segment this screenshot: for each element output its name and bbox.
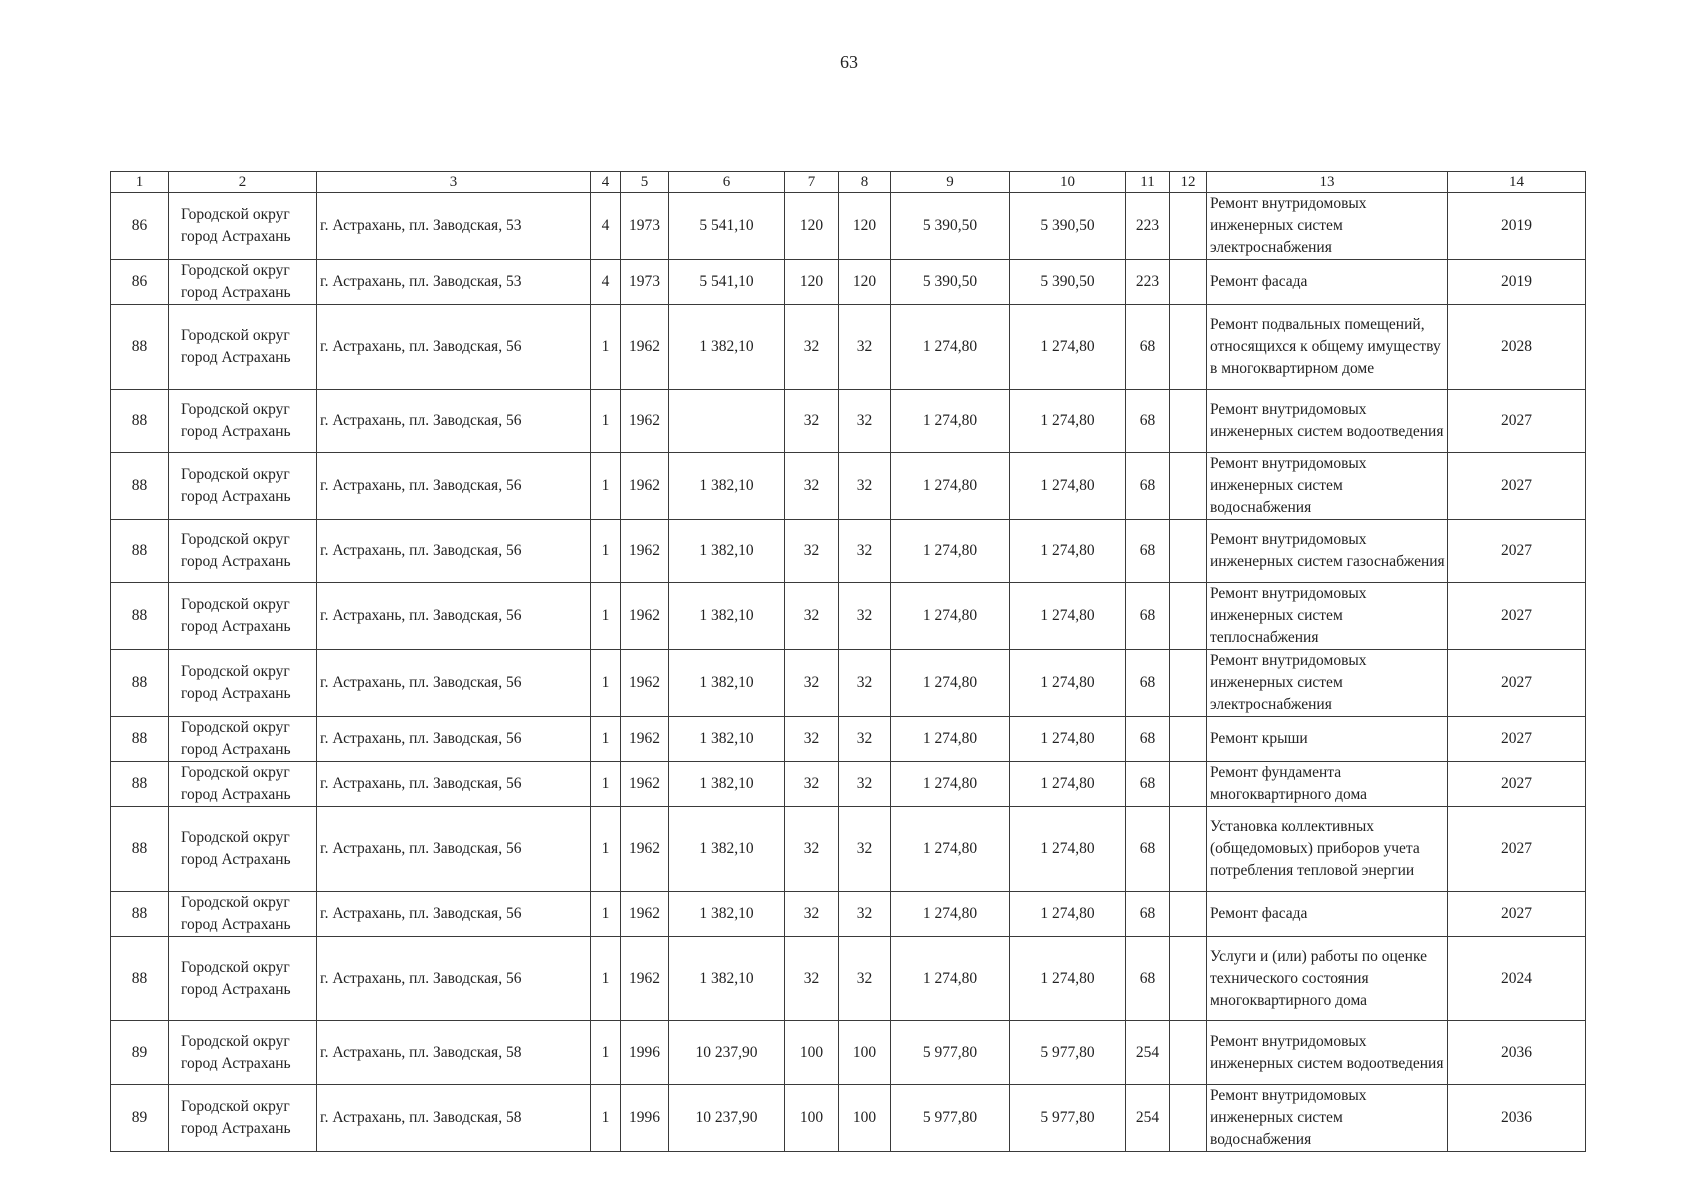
cell-apartments-count: 120	[785, 193, 839, 260]
table-row	[111, 305, 1586, 390]
cell-planned-year: 2027	[1448, 807, 1586, 892]
table-row	[111, 892, 1586, 937]
table-row	[111, 1021, 1586, 1085]
cell-municipality: Городской округ город Астрахань	[169, 937, 317, 1021]
cell-address: г. Астрахань, пл. Заводская, 56	[317, 583, 591, 650]
cell-col-12-value	[1170, 762, 1207, 807]
cell-address: г. Астрахань, пл. Заводская, 56	[317, 650, 591, 717]
table-row	[111, 762, 1586, 807]
table-row	[111, 807, 1586, 892]
cell-total-area: 5 541,10	[669, 260, 785, 305]
cell-municipality: Городской округ город Астрахань	[169, 1021, 317, 1085]
cell-floors: 1	[591, 390, 621, 453]
cell-living-area-owned: 5 977,80	[1010, 1021, 1126, 1085]
table-row	[111, 193, 1586, 260]
cell-residents-count: 32	[839, 807, 891, 892]
cell-floors: 1	[591, 650, 621, 717]
cell-living-area-owned: 1 274,80	[1010, 650, 1126, 717]
cell-floors: 1	[591, 583, 621, 650]
cell-owners-count: 254	[1126, 1085, 1170, 1152]
cell-apartments-count: 32	[785, 305, 839, 390]
cell-col-12-value	[1170, 1021, 1207, 1085]
cell-residents-count: 32	[839, 937, 891, 1021]
cell-planned-year: 2027	[1448, 583, 1586, 650]
table-row	[111, 583, 1586, 650]
cell-owners-count: 68	[1126, 807, 1170, 892]
cell-municipality: Городской округ город Астрахань	[169, 453, 317, 520]
cell-year-built: 1962	[621, 305, 669, 390]
cell-apartments-count: 32	[785, 453, 839, 520]
cell-work-type: Ремонт внутридомовых инженерных систем водоснабжения	[1207, 1085, 1448, 1152]
cell-apartments-count: 100	[785, 1021, 839, 1085]
cell-owners-count: 68	[1126, 937, 1170, 1021]
cell-address: г. Астрахань, пл. Заводская, 56	[317, 390, 591, 453]
cell-address: г. Астрахань, пл. Заводская, 56	[317, 892, 591, 937]
cell-year-built: 1962	[621, 650, 669, 717]
cell-total-area: 1 382,10	[669, 892, 785, 937]
cell-apartments-count: 32	[785, 937, 839, 1021]
cell-apartments-count: 120	[785, 260, 839, 305]
cell-municipality: Городской округ город Астрахань	[169, 807, 317, 892]
cell-year-built: 1962	[621, 892, 669, 937]
table-row	[111, 1085, 1586, 1152]
cell-total-area: 1 382,10	[669, 453, 785, 520]
col-header-7: 7	[785, 172, 839, 193]
cell-owners-count: 254	[1126, 1021, 1170, 1085]
cell-residents-count: 32	[839, 717, 891, 762]
cell-col-12-value	[1170, 1085, 1207, 1152]
cell-floors: 1	[591, 762, 621, 807]
cell-apartments-count: 32	[785, 892, 839, 937]
cell-floors: 1	[591, 1085, 621, 1152]
cell-planned-year: 2027	[1448, 717, 1586, 762]
cell-apartments-count: 32	[785, 650, 839, 717]
cell-floors: 4	[591, 193, 621, 260]
cell-living-area: 5 977,80	[891, 1085, 1010, 1152]
cell-work-type: Ремонт внутридомовых инженерных систем водоснабжения	[1207, 453, 1448, 520]
cell-work-type: Ремонт крыши	[1207, 717, 1448, 762]
cell-row-number: 88	[111, 762, 169, 807]
cell-planned-year: 2027	[1448, 390, 1586, 453]
cell-col-12-value	[1170, 453, 1207, 520]
cell-living-area-owned: 1 274,80	[1010, 762, 1126, 807]
cell-year-built: 1996	[621, 1085, 669, 1152]
cell-row-number: 88	[111, 807, 169, 892]
cell-apartments-count: 32	[785, 390, 839, 453]
cell-living-area-owned: 1 274,80	[1010, 937, 1126, 1021]
cell-floors: 1	[591, 807, 621, 892]
cell-living-area-owned: 5 390,50	[1010, 260, 1126, 305]
cell-total-area: 1 382,10	[669, 305, 785, 390]
cell-col-12-value	[1170, 807, 1207, 892]
table-row	[111, 717, 1586, 762]
cell-row-number: 88	[111, 892, 169, 937]
cell-col-12-value	[1170, 583, 1207, 650]
cell-residents-count: 32	[839, 583, 891, 650]
cell-total-area: 1 382,10	[669, 762, 785, 807]
cell-total-area: 1 382,10	[669, 937, 785, 1021]
cell-living-area-owned: 1 274,80	[1010, 520, 1126, 583]
cell-year-built: 1973	[621, 260, 669, 305]
cell-row-number: 88	[111, 453, 169, 520]
cell-year-built: 1962	[621, 762, 669, 807]
col-header-3: 3	[317, 172, 591, 193]
cell-year-built: 1962	[621, 520, 669, 583]
cell-col-12-value	[1170, 260, 1207, 305]
cell-total-area	[669, 390, 785, 453]
cell-year-built: 1962	[621, 583, 669, 650]
cell-residents-count: 120	[839, 193, 891, 260]
page-number: 63	[840, 52, 858, 72]
cell-planned-year: 2036	[1448, 1085, 1586, 1152]
cell-year-built: 1962	[621, 453, 669, 520]
column-number-row	[111, 172, 1586, 193]
cell-work-type: Ремонт внутридомовых инженерных систем водоотведения	[1207, 1021, 1448, 1085]
cell-floors: 1	[591, 305, 621, 390]
cell-residents-count: 32	[839, 305, 891, 390]
table-row	[111, 520, 1586, 583]
cell-col-12-value	[1170, 390, 1207, 453]
cell-residents-count: 32	[839, 762, 891, 807]
cell-living-area: 1 274,80	[891, 520, 1010, 583]
cell-row-number: 88	[111, 650, 169, 717]
cell-year-built: 1973	[621, 193, 669, 260]
col-header-10: 10	[1010, 172, 1126, 193]
cell-work-type: Ремонт фундамента многоквартирного дома	[1207, 762, 1448, 807]
cell-living-area: 1 274,80	[891, 390, 1010, 453]
cell-residents-count: 100	[839, 1021, 891, 1085]
cell-work-type: Ремонт внутридомовых инженерных систем водоотведения	[1207, 390, 1448, 453]
cell-residents-count: 32	[839, 453, 891, 520]
cell-living-area-owned: 1 274,80	[1010, 892, 1126, 937]
cell-year-built: 1962	[621, 390, 669, 453]
cell-col-12-value	[1170, 193, 1207, 260]
col-header-12: 12	[1170, 172, 1207, 193]
cell-living-area: 5 390,50	[891, 193, 1010, 260]
col-header-4: 4	[591, 172, 621, 193]
cell-floors: 4	[591, 260, 621, 305]
cell-living-area-owned: 1 274,80	[1010, 583, 1126, 650]
col-header-2: 2	[169, 172, 317, 193]
cell-total-area: 1 382,10	[669, 650, 785, 717]
cell-municipality: Городской округ город Астрахань	[169, 1085, 317, 1152]
cell-living-area: 1 274,80	[891, 762, 1010, 807]
capital-repair-table	[110, 171, 1586, 1152]
cell-owners-count: 68	[1126, 305, 1170, 390]
cell-work-type: Ремонт внутридомовых инженерных систем теплоснабжения	[1207, 583, 1448, 650]
cell-living-area: 1 274,80	[891, 892, 1010, 937]
cell-owners-count: 68	[1126, 520, 1170, 583]
cell-row-number: 88	[111, 305, 169, 390]
col-header-9: 9	[891, 172, 1010, 193]
table-row	[111, 650, 1586, 717]
col-header-5: 5	[621, 172, 669, 193]
cell-municipality: Городской округ город Астрахань	[169, 717, 317, 762]
cell-row-number: 86	[111, 260, 169, 305]
cell-living-area-owned: 1 274,80	[1010, 717, 1126, 762]
cell-work-type: Ремонт внутридомовых инженерных систем газоснабжения	[1207, 520, 1448, 583]
cell-residents-count: 32	[839, 390, 891, 453]
cell-address: г. Астрахань, пл. Заводская, 56	[317, 762, 591, 807]
col-header-1: 1	[111, 172, 169, 193]
cell-work-type: Ремонт подвальных помещений, относящихся к общему имуществу в многоквартирном доме	[1207, 305, 1448, 390]
cell-floors: 1	[591, 892, 621, 937]
cell-planned-year: 2024	[1448, 937, 1586, 1021]
cell-col-12-value	[1170, 305, 1207, 390]
cell-apartments-count: 32	[785, 583, 839, 650]
cell-residents-count: 120	[839, 260, 891, 305]
cell-total-area: 1 382,10	[669, 583, 785, 650]
cell-col-12-value	[1170, 717, 1207, 762]
cell-floors: 1	[591, 717, 621, 762]
cell-planned-year: 2027	[1448, 453, 1586, 520]
cell-row-number: 88	[111, 520, 169, 583]
cell-col-12-value	[1170, 520, 1207, 583]
cell-living-area: 5 390,50	[891, 260, 1010, 305]
cell-col-12-value	[1170, 892, 1207, 937]
cell-total-area: 10 237,90	[669, 1085, 785, 1152]
cell-municipality: Городской округ город Астрахань	[169, 520, 317, 583]
cell-apartments-count: 32	[785, 807, 839, 892]
cell-planned-year: 2027	[1448, 650, 1586, 717]
cell-address: г. Астрахань, пл. Заводская, 58	[317, 1021, 591, 1085]
cell-municipality: Городской округ город Астрахань	[169, 305, 317, 390]
col-header-8: 8	[839, 172, 891, 193]
cell-living-area-owned: 5 390,50	[1010, 193, 1126, 260]
cell-address: г. Астрахань, пл. Заводская, 56	[317, 453, 591, 520]
cell-owners-count: 68	[1126, 650, 1170, 717]
cell-address: г. Астрахань, пл. Заводская, 58	[317, 1085, 591, 1152]
cell-work-type: Ремонт фасада	[1207, 260, 1448, 305]
cell-owners-count: 68	[1126, 717, 1170, 762]
cell-address: г. Астрахань, пл. Заводская, 53	[317, 193, 591, 260]
cell-planned-year: 2027	[1448, 520, 1586, 583]
cell-residents-count: 100	[839, 1085, 891, 1152]
cell-living-area: 1 274,80	[891, 305, 1010, 390]
cell-apartments-count: 100	[785, 1085, 839, 1152]
cell-floors: 1	[591, 937, 621, 1021]
cell-total-area: 1 382,10	[669, 717, 785, 762]
cell-municipality: Городской округ город Астрахань	[169, 583, 317, 650]
cell-living-area-owned: 1 274,80	[1010, 807, 1126, 892]
cell-work-type: Ремонт внутридомовых инженерных систем электроснабжения	[1207, 193, 1448, 260]
cell-year-built: 1962	[621, 937, 669, 1021]
cell-address: г. Астрахань, пл. Заводская, 56	[317, 717, 591, 762]
cell-address: г. Астрахань, пл. Заводская, 56	[317, 937, 591, 1021]
cell-living-area: 1 274,80	[891, 583, 1010, 650]
cell-owners-count: 68	[1126, 892, 1170, 937]
cell-planned-year: 2019	[1448, 193, 1586, 260]
cell-owners-count: 223	[1126, 193, 1170, 260]
cell-col-12-value	[1170, 650, 1207, 717]
cell-address: г. Астрахань, пл. Заводская, 56	[317, 305, 591, 390]
table-row	[111, 390, 1586, 453]
cell-address: г. Астрахань, пл. Заводская, 56	[317, 807, 591, 892]
cell-living-area-owned: 1 274,80	[1010, 453, 1126, 520]
cell-planned-year: 2019	[1448, 260, 1586, 305]
cell-municipality: Городской округ город Астрахань	[169, 762, 317, 807]
cell-living-area: 5 977,80	[891, 1021, 1010, 1085]
cell-work-type: Услуги и (или) работы по оценке технического состояния многоквартирного дома	[1207, 937, 1448, 1021]
cell-planned-year: 2028	[1448, 305, 1586, 390]
cell-living-area: 1 274,80	[891, 650, 1010, 717]
cell-owners-count: 68	[1126, 453, 1170, 520]
cell-address: г. Астрахань, пл. Заводская, 53	[317, 260, 591, 305]
col-header-13: 13	[1207, 172, 1448, 193]
cell-row-number: 88	[111, 390, 169, 453]
cell-living-area-owned: 5 977,80	[1010, 1085, 1126, 1152]
cell-work-type: Ремонт внутридомовых инженерных систем электроснабжения	[1207, 650, 1448, 717]
cell-owners-count: 68	[1126, 390, 1170, 453]
cell-work-type: Установка коллективных (общедомовых) приборов учета потребления тепловой энергии	[1207, 807, 1448, 892]
col-header-6: 6	[669, 172, 785, 193]
cell-municipality: Городской округ город Астрахань	[169, 390, 317, 453]
cell-row-number: 88	[111, 717, 169, 762]
cell-residents-count: 32	[839, 892, 891, 937]
cell-total-area: 5 541,10	[669, 193, 785, 260]
cell-residents-count: 32	[839, 650, 891, 717]
cell-planned-year: 2036	[1448, 1021, 1586, 1085]
cell-owners-count: 68	[1126, 762, 1170, 807]
cell-year-built: 1962	[621, 807, 669, 892]
cell-living-area: 1 274,80	[891, 807, 1010, 892]
col-header-14: 14	[1448, 172, 1586, 193]
cell-address: г. Астрахань, пл. Заводская, 56	[317, 520, 591, 583]
cell-floors: 1	[591, 1021, 621, 1085]
cell-floors: 1	[591, 520, 621, 583]
cell-planned-year: 2027	[1448, 892, 1586, 937]
cell-row-number: 89	[111, 1021, 169, 1085]
cell-total-area: 10 237,90	[669, 1021, 785, 1085]
cell-planned-year: 2027	[1448, 762, 1586, 807]
cell-row-number: 89	[111, 1085, 169, 1152]
cell-apartments-count: 32	[785, 717, 839, 762]
cell-row-number: 88	[111, 583, 169, 650]
cell-col-12-value	[1170, 937, 1207, 1021]
cell-living-area: 1 274,80	[891, 717, 1010, 762]
cell-row-number: 88	[111, 937, 169, 1021]
cell-living-area: 1 274,80	[891, 937, 1010, 1021]
cell-residents-count: 32	[839, 520, 891, 583]
cell-living-area-owned: 1 274,80	[1010, 305, 1126, 390]
cell-row-number: 86	[111, 193, 169, 260]
cell-owners-count: 68	[1126, 583, 1170, 650]
cell-apartments-count: 32	[785, 762, 839, 807]
cell-apartments-count: 32	[785, 520, 839, 583]
cell-work-type: Ремонт фасада	[1207, 892, 1448, 937]
cell-living-area: 1 274,80	[891, 453, 1010, 520]
cell-year-built: 1962	[621, 717, 669, 762]
table-row	[111, 453, 1586, 520]
cell-living-area-owned: 1 274,80	[1010, 390, 1126, 453]
cell-owners-count: 223	[1126, 260, 1170, 305]
table-row	[111, 260, 1586, 305]
cell-municipality: Городской округ город Астрахань	[169, 892, 317, 937]
cell-municipality: Городской округ город Астрахань	[169, 260, 317, 305]
cell-floors: 1	[591, 453, 621, 520]
table-body	[111, 193, 1586, 1152]
cell-total-area: 1 382,10	[669, 807, 785, 892]
cell-municipality: Городской округ город Астрахань	[169, 193, 317, 260]
cell-total-area: 1 382,10	[669, 520, 785, 583]
col-header-11: 11	[1126, 172, 1170, 193]
table-row	[111, 937, 1586, 1021]
cell-year-built: 1996	[621, 1021, 669, 1085]
cell-municipality: Городской округ город Астрахань	[169, 650, 317, 717]
